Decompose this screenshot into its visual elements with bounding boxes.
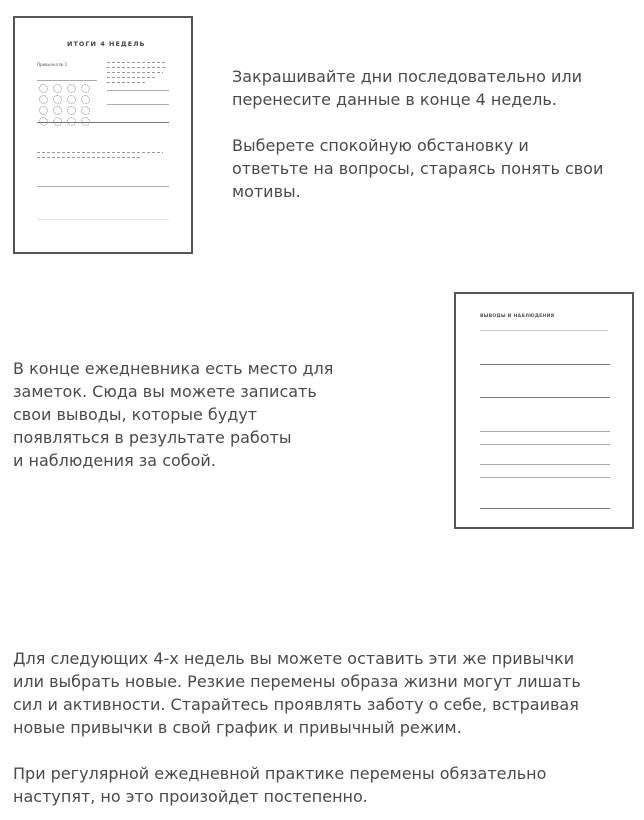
thumbnail-divider xyxy=(37,219,169,220)
thumbnail-text-line xyxy=(107,82,147,83)
thumbnail-divider xyxy=(107,90,169,91)
thumbnail-divider xyxy=(107,104,169,105)
summary-page-thumbnail xyxy=(13,16,193,254)
thumbnail-divider xyxy=(480,444,610,445)
thumbnail-text-line xyxy=(107,77,155,78)
thumbnail-text-line xyxy=(37,152,163,153)
thumbnail-divider xyxy=(480,508,610,509)
habits-paragraph-1: Для следующих 4-х недель вы можете оставить эти же привычки или выбрать новые. Резкие перемены образа жизни могут лишать сил и активности. Старайтесь проявлять заботу о себе, встраивая новые привычки в свой график и привычный режим. xyxy=(13,649,581,737)
thumbnail-text-line xyxy=(107,72,163,73)
thumbnail-text-line xyxy=(37,157,141,158)
thumbnail-text-line xyxy=(107,62,167,63)
thumbnail-divider xyxy=(480,431,610,432)
thumbnail-habit-label: Привычка № 1 xyxy=(37,62,68,67)
thumbnail-divider xyxy=(480,464,610,465)
habits-paragraph-2: При регулярной ежедневной практике перемены обязательно наступят, но это произойдет постепенно. xyxy=(13,764,547,806)
notes-page-thumbnail xyxy=(454,292,634,529)
thumbnail-title: ИТОГИ 4 НЕДЕЛЬ xyxy=(67,40,146,48)
thumbnail-divider xyxy=(37,186,169,187)
thumbnail-divider xyxy=(480,330,608,331)
thumbnail-title: ВЫВОДЫ И НАБЛЮДЕНИЯ xyxy=(480,314,555,319)
thumbnail-text-line xyxy=(107,67,165,68)
notes-paragraph: В конце ежедневника есть место для заметок. Сюда вы можете записать свои выводы, которые будут появляться в результате работы и наблюдения за собой. xyxy=(13,359,334,470)
thumbnail-divider xyxy=(37,80,97,81)
instruction-paragraph-1: Закрашивайте дни последовательно или перенесите данные в конце 4 недель. xyxy=(232,67,582,109)
instruction-paragraph-2: Выберете спокойную обстановку и ответьте на вопросы, стараясь понять свои мотивы. xyxy=(232,136,604,201)
thumbnail-divider xyxy=(480,397,610,398)
thumbnail-divider xyxy=(480,477,610,478)
thumbnail-divider xyxy=(480,364,610,365)
thumbnail-divider xyxy=(37,122,169,123)
